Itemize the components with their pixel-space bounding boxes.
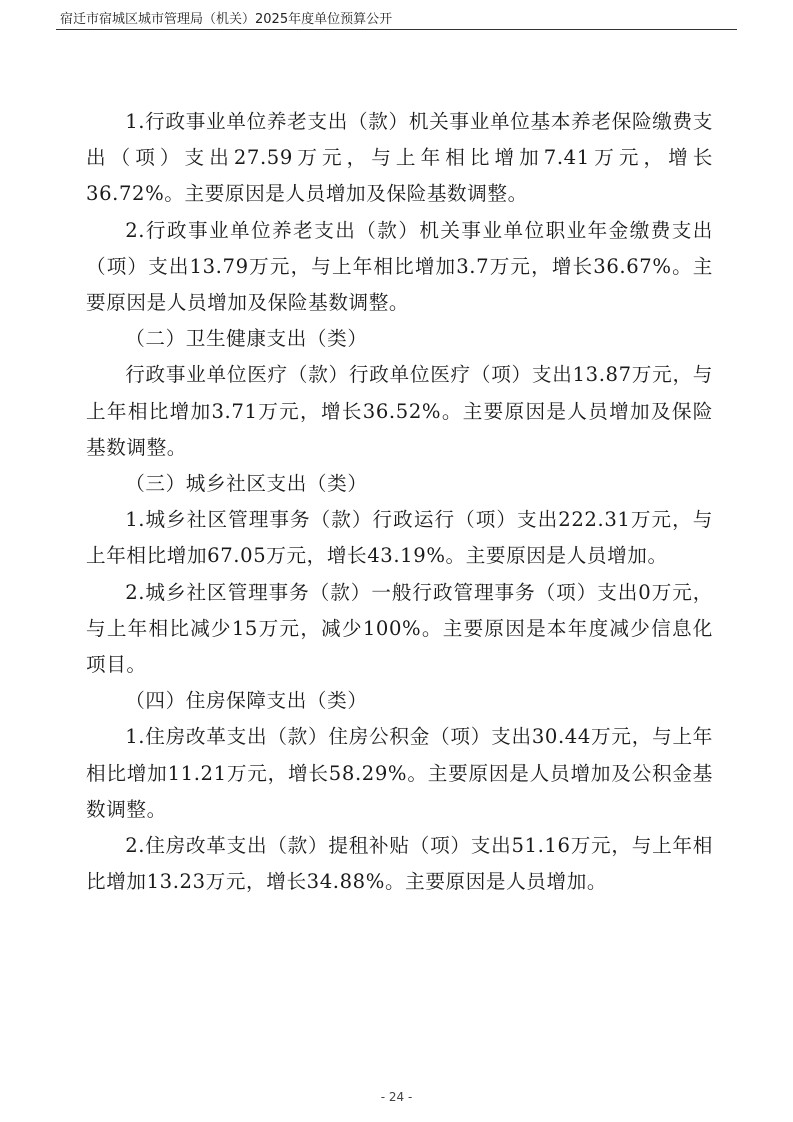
paragraph-rent-subsidy: 2.住房改革支出（款）提租补贴（项）支出51.16万元，与上年相比增加13.23万元，增长34.88%。主要原因是人员增加。 (86, 834, 713, 894)
paragraph-pension-basic: 1.行政事业单位养老支出（款）机关事业单位基本养老保险缴费支出（项）支出27.59万元，与上年相比增加7.41万元，增长36.72%。主要原因是人员增加及保险基数调整。 (86, 110, 713, 206)
paragraph-urban-general-admin: 2.城乡社区管理事务（款）一般行政管理事务（项）支出0万元，与上年相比减少15万元，减少100%。主要原因是本年度减少信息化项目。 (86, 580, 713, 677)
document-body (86, 104, 713, 900)
page-header-title: 宿迁市宿城区城市管理局（机关）2025年度单位预算公开 (60, 12, 393, 27)
paragraph-housing-fund: 1.住房改革支出（款）住房公积金（项）支出30.44万元，与上年相比增加11.21万元，增长58.29%。主要原因是人员增加及公积金基数调整。 (86, 725, 713, 821)
page-number: - 24 - (380, 1090, 413, 1104)
paragraph-urban-admin-operation: 1.城乡社区管理事务（款）行政运行（项）支出222.31万元，与上年相比增加67.05万元，增长43.19%。主要原因是人员增加。 (86, 508, 713, 568)
paragraph-pension-annuity: 2.行政事业单位养老支出（款）机关事业单位职业年金缴费支出（项）支出13.79万元，与上年相比增加3.7万元，增长36.67%。主要原因是人员增加及保险基数调整。 (86, 218, 713, 315)
header-divider (56, 29, 737, 30)
paragraph-health-medical: 行政事业单位医疗（款）行政单位医疗（项）支出13.87万元，与上年相比增加3.71万元，增长36.52%。主要原因是人员增加及保险基数调整。 (86, 363, 713, 459)
section-heading-health: （二）卫生健康支出（类） (125, 327, 368, 351)
section-heading-housing: （四）住房保障支出（类） (125, 689, 368, 713)
section-heading-urban-rural: （三）城乡社区支出（类） (125, 472, 368, 496)
